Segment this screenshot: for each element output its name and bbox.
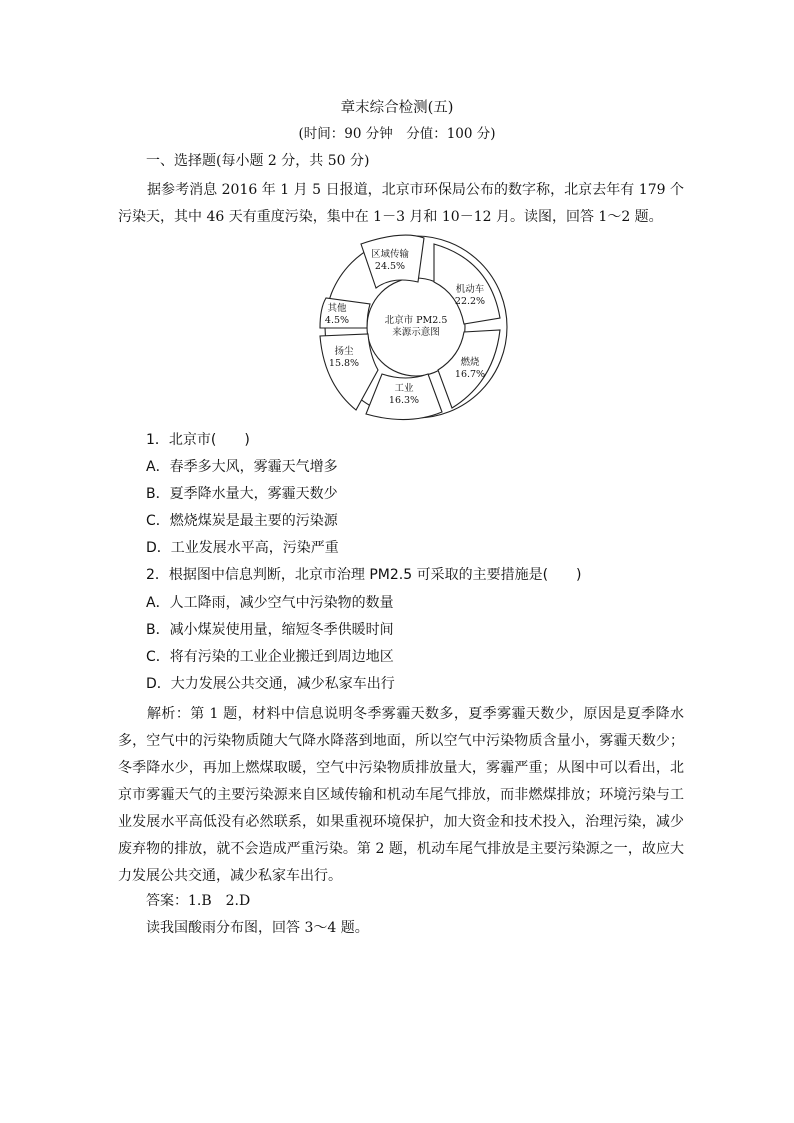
page-subtitle: (时间：90 分钟 分值：100 分) bbox=[298, 126, 496, 142]
question-1-option-b: B．夏季降水量大，雾霾天数少 bbox=[146, 486, 338, 502]
question-2-option-d: D．大力发展公共交通，减少私家车出行 bbox=[146, 676, 395, 692]
question-1-option-c: C．燃烧煤炭是最主要的污染源 bbox=[146, 513, 338, 529]
segment-value: 4.5% bbox=[324, 315, 350, 326]
segment-value: 24.5% bbox=[374, 261, 406, 272]
answer-line: 答案：1.B 2.D bbox=[146, 893, 251, 909]
section-heading: 一、选择题(每小题 2 分，共 50 分) bbox=[146, 153, 370, 169]
question-2-option-b: B．减小煤炭使用量，缩短冬季供暖时间 bbox=[146, 622, 394, 638]
segment-label: 区域传输 bbox=[370, 249, 410, 260]
question-1-option-a: A．春季多大风，雾霾天气增多 bbox=[146, 459, 338, 475]
segment-label: 燃烧 bbox=[460, 357, 480, 368]
segment-label: 工业 bbox=[394, 383, 414, 394]
chart-center-sublabel: 来源示意图 bbox=[392, 327, 440, 338]
question-2-stem: 2．根据图中信息判断，北京市治理 PM2.5 可采取的主要措施是( ) bbox=[146, 567, 582, 583]
question-1-stem: 1．北京市( ) bbox=[146, 432, 250, 448]
segment-value: 22.2% bbox=[454, 296, 486, 307]
next-question-prompt: 读我国酸雨分布图，回答 3～4 题。 bbox=[146, 920, 369, 936]
segment-value: 16.3% bbox=[388, 395, 420, 406]
segment-label: 机动车 bbox=[455, 284, 485, 295]
page-title: 章末综合检测(五) bbox=[340, 100, 454, 116]
pm25-source-chart bbox=[312, 232, 520, 422]
segment-label: 扬尘 bbox=[334, 346, 354, 357]
question-1-option-d: D．工业发展水平高，污染严重 bbox=[146, 540, 339, 556]
intro-paragraph: 据参考消息 2016 年 1 月 5 日报道，北京市环保局公布的数字称，北京去年有 179 个污染天，其中 46 天有重度污染，集中在 1－3 月和 10－12 月。读图，回答 1～2 题。 bbox=[118, 182, 684, 225]
chart-center-label: 北京市 PM2.5 bbox=[384, 315, 448, 326]
segment-label: 其他 bbox=[327, 303, 347, 314]
segment-value: 15.8% bbox=[328, 358, 360, 369]
question-2-option-c: C．将有污染的工业企业搬迁到周边地区 bbox=[146, 649, 394, 665]
analysis-paragraph: 解析：第 1 题，材料中信息说明冬季雾霾天数多，夏季雾霾天数少，原因是夏季降水多，空气中的污染物质随大气降水降落到地面，所以空气中污染物质含量小，雾霾天数少；冬季降水少，再加上燃煤取暖，空气中污染物质排放量大，雾霾严重；从图中可以看出，北京市雾霾天气的主要污染源来自区域传输和机动车尾气排放，而非燃煤排放；环境污染与工业发展水平高低没有必然联系，如果重视环境保护，加大资金和技术投入，治理污染，减少废弃物的排放，就不会造成严重污染。第 2 题，机动车尾气排放是主要污染源之一，故应大力发展公共交通，减少私家车出行。 bbox=[118, 706, 684, 884]
question-2-option-a: A．人工降雨，减少空气中污染物的数量 bbox=[146, 595, 394, 611]
segment-value: 16.7% bbox=[454, 369, 486, 380]
